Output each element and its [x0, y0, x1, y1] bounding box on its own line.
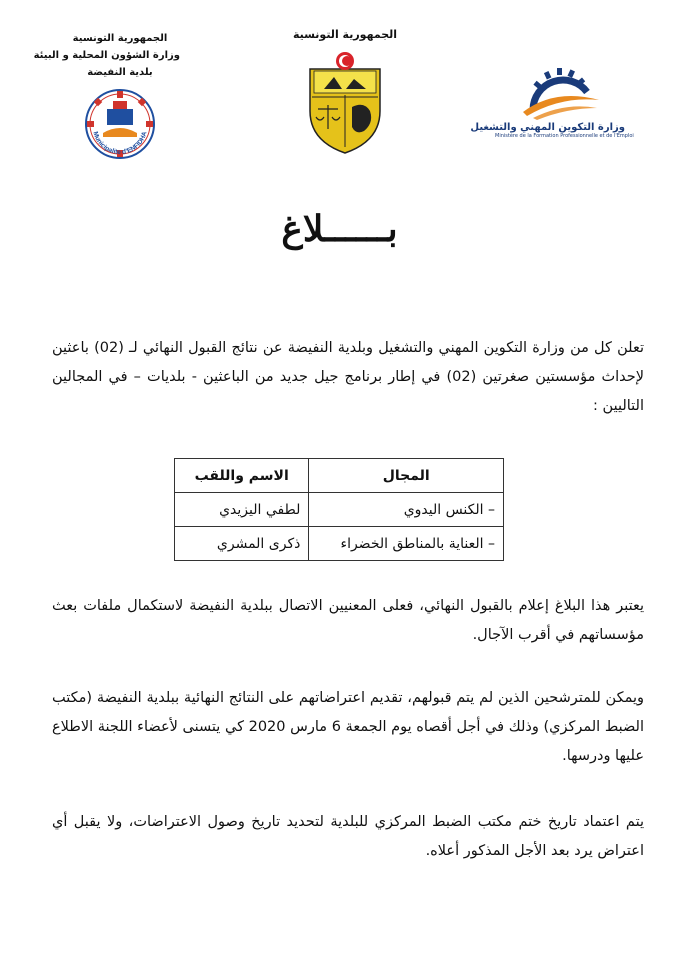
announcement-paragraph-1: تعلن كل من وزارة التكوين المهني والتشغيل وبلدية النفيضة عن نتائج القبول النهائي لـ (02) باعثين لإحداث مؤسستين صغرتين (02) في إطار برنامج جيل جديد من الباعثين - بلديات – في المجالين التاليين :: [52, 340, 644, 414]
ministry-name-arabic: وزارة التكوين المهني والتشغيل: [470, 122, 625, 133]
column-header-name: الاسم واللقب: [175, 459, 309, 493]
tunisia-coat-of-arms-icon: [304, 51, 386, 155]
municipality-header: [33, 30, 180, 165]
table-header-row: [175, 459, 504, 493]
column-header-field: المجال: [309, 459, 504, 493]
table-cell-field: – العناية بالمناطق الخضراء: [309, 527, 504, 561]
results-table: [174, 458, 504, 561]
republic-label-center: الجمهورية التونسية: [292, 28, 398, 41]
ministry-gear-logo-icon: [515, 62, 605, 122]
ministry-name-french: Ministère de la Formation Professionnelle et de l'Emploi: [495, 133, 634, 139]
municipality-gear-logo-icon: [83, 87, 157, 161]
table-cell-field: – الكنس اليدوي: [309, 493, 504, 527]
announcement-paragraph-4: يتم اعتماد تاريخ ختم مكتب الضبط المركزي للبلدية لتحديد تاريخ وصول الاعتراضات، ولا يقبل أي اعتراض يرد بعد الأجل المذكور أعلاه.: [52, 814, 644, 859]
ministry-header: [470, 62, 634, 139]
table-row: [175, 493, 504, 527]
table-row: [175, 527, 504, 561]
table-cell-name: لطفي اليزيدي: [175, 493, 309, 527]
table-cell-name: ذكرى المشري: [175, 527, 309, 561]
municipality-name-label: بلدية النفيضة: [87, 67, 153, 78]
document-title: بــــــلاغ: [281, 208, 398, 250]
announcement-paragraph-3: ويمكن للمترشحين الذين لم يتم قبولهم، تقديم اعتراضاتهم على النتائج النهائية ببلدية النفيضة (مكتب الضبط المركزي) وذلك في أجل أقصاه يوم الجمعة 6 مارس 2020 كي يتسنى لأعضاء اللجنة الاطلاع عليها ودرسها.: [52, 690, 645, 764]
ministry-local-affairs-label: وزارة الشؤون المحلية و البيئة: [33, 50, 180, 61]
republic-header: [285, 28, 405, 159]
municipality-logo-text: Municipalite d'ENFIDHA: [91, 130, 149, 157]
republic-label: الجمهورية التونسية: [72, 33, 168, 44]
announcement-paragraph-2: يعتبر هذا البلاغ إعلام بالقبول النهائي، فعلى المعنيين الاتصال ببلدية النفيضة لاستكمال ملفات بعث مؤسساتهم في أقرب الآجال.: [52, 598, 644, 643]
